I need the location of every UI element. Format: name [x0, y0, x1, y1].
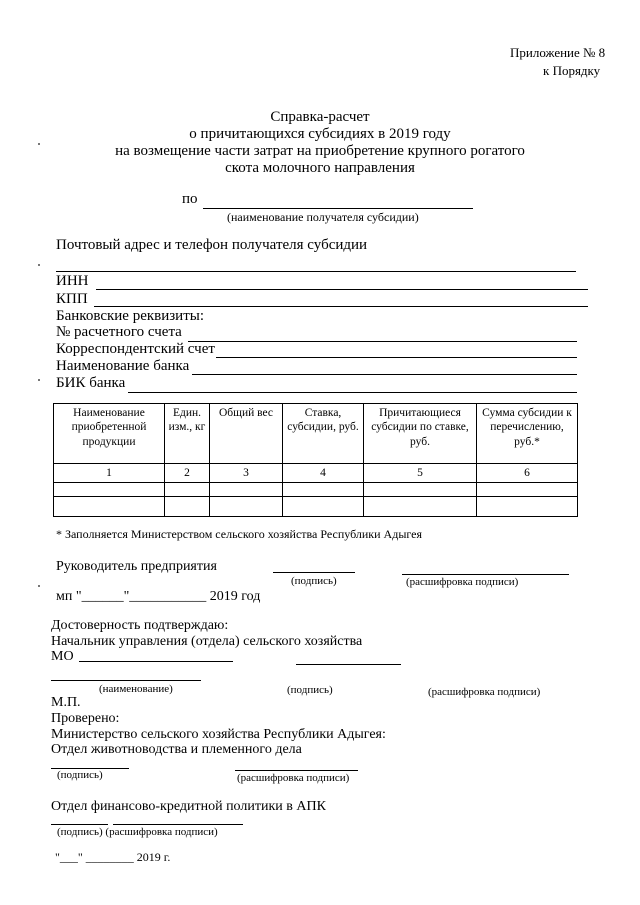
table-number-row	[54, 464, 578, 483]
account-label: № расчетного счета	[56, 324, 182, 340]
head-decode-caption: (расшифровка подписи)	[406, 576, 519, 588]
head-sign-line[interactable]	[273, 572, 355, 573]
col-number: 4	[283, 464, 364, 483]
footnote: * Заполняется Министерством сельского хозяйства Республики Адыгея	[56, 527, 422, 541]
corr-account-label: Корреспондентский счет	[56, 341, 215, 357]
confirm-name-line[interactable]	[51, 680, 201, 681]
checked-ministry: Министерство сельского хозяйства Республики Адыгея:	[51, 727, 386, 742]
head-label: Руководитель предприятия	[56, 559, 217, 574]
kpp-label: КПП	[56, 291, 88, 307]
bik-line[interactable]	[128, 392, 577, 393]
bank-name-label: Наименование банка	[56, 358, 190, 374]
checked-decode-caption: (расшифровка подписи)	[237, 772, 350, 784]
header-rate: Ставка, субсидии, руб.	[283, 404, 364, 464]
confirm-name-caption: (наименование)	[99, 683, 173, 695]
col-number: 3	[210, 464, 283, 483]
head-decode-line[interactable]	[402, 574, 569, 575]
finance-sign-line[interactable]	[51, 824, 108, 825]
appendix-number: Приложение № 8	[510, 45, 606, 60]
col-number: 6	[477, 464, 578, 483]
doc-title-line1: Справка-расчет	[270, 109, 370, 125]
header-transfer-amount: Сумма субсидии к перечислению, руб.*	[477, 404, 578, 464]
checked-title: Проверено:	[51, 711, 120, 726]
header-product: Наименование приобретенной продукции	[54, 404, 165, 464]
doc-title-line2: о причитающихся субсидиях в 2019 году	[189, 126, 451, 142]
finance-date: "___" ________ 2019 г.	[55, 850, 171, 864]
checked-sign-caption: (подпись)	[57, 769, 103, 781]
finance-dept: Отдел финансово-кредитной политики в АПК	[51, 799, 326, 814]
confirm-decode-caption: (расшифровка подписи)	[428, 686, 541, 698]
appendix-reference: к Порядку	[543, 63, 601, 78]
header-total-weight: Общий вес	[210, 404, 283, 464]
col-number: 2	[165, 464, 210, 483]
confirm-mo-line[interactable]	[79, 661, 233, 662]
scan-dot	[38, 585, 40, 587]
bank-details-label: Банковские реквизиты:	[56, 308, 205, 324]
mp-date-line: мп "______"___________ 2019 год	[56, 589, 261, 604]
table-row[interactable]	[54, 497, 578, 517]
corr-account-line[interactable]	[216, 357, 577, 358]
header-due-subsidy: Причитающиеся субсидии по ставке, руб.	[364, 404, 477, 464]
recipient-line[interactable]	[203, 208, 473, 209]
doc-title-line3: на возмещение части затрат на приобретение крупного рогатого	[115, 143, 525, 159]
header-unit: Един. изм., кг	[165, 404, 210, 464]
address-line[interactable]	[56, 271, 576, 272]
confirm-position: Начальник управления (отдела) сельского хозяйства	[51, 634, 363, 649]
confirm-sign-caption: (подпись)	[287, 684, 333, 696]
col-number: 5	[364, 464, 477, 483]
doc-title-line4: скота молочного направления	[225, 160, 415, 176]
address-label: Почтовый адрес и телефон получателя субсидии	[56, 237, 368, 253]
table-header-row	[54, 404, 578, 464]
account-line[interactable]	[188, 341, 577, 342]
checked-decode-line[interactable]	[235, 770, 358, 771]
kpp-line[interactable]	[94, 306, 588, 307]
table-row[interactable]	[54, 483, 578, 497]
bik-label: БИК банка	[56, 375, 126, 391]
scan-dot	[38, 143, 40, 145]
scan-dot	[38, 379, 40, 381]
confirm-mo: МО	[51, 649, 74, 664]
head-sign-caption: (подпись)	[291, 575, 337, 587]
confirm-sign-line[interactable]	[296, 664, 401, 665]
finance-decode-line[interactable]	[113, 824, 243, 825]
bank-name-line[interactable]	[192, 374, 577, 375]
finance-captions: (подпись) (расшифровка подписи)	[57, 826, 218, 838]
recipient-prefix: по	[182, 191, 198, 207]
recipient-caption: (наименование получателя субсидии)	[227, 210, 419, 224]
col-number: 1	[54, 464, 165, 483]
confirm-title: Достоверность подтверждаю:	[51, 618, 229, 633]
confirm-mp: М.П.	[51, 695, 81, 710]
checked-dept: Отдел животноводства и племенного дела	[51, 742, 302, 757]
subsidy-table	[53, 403, 578, 517]
inn-label: ИНН	[56, 273, 89, 289]
scan-dot	[38, 264, 40, 266]
inn-line[interactable]	[96, 289, 588, 290]
